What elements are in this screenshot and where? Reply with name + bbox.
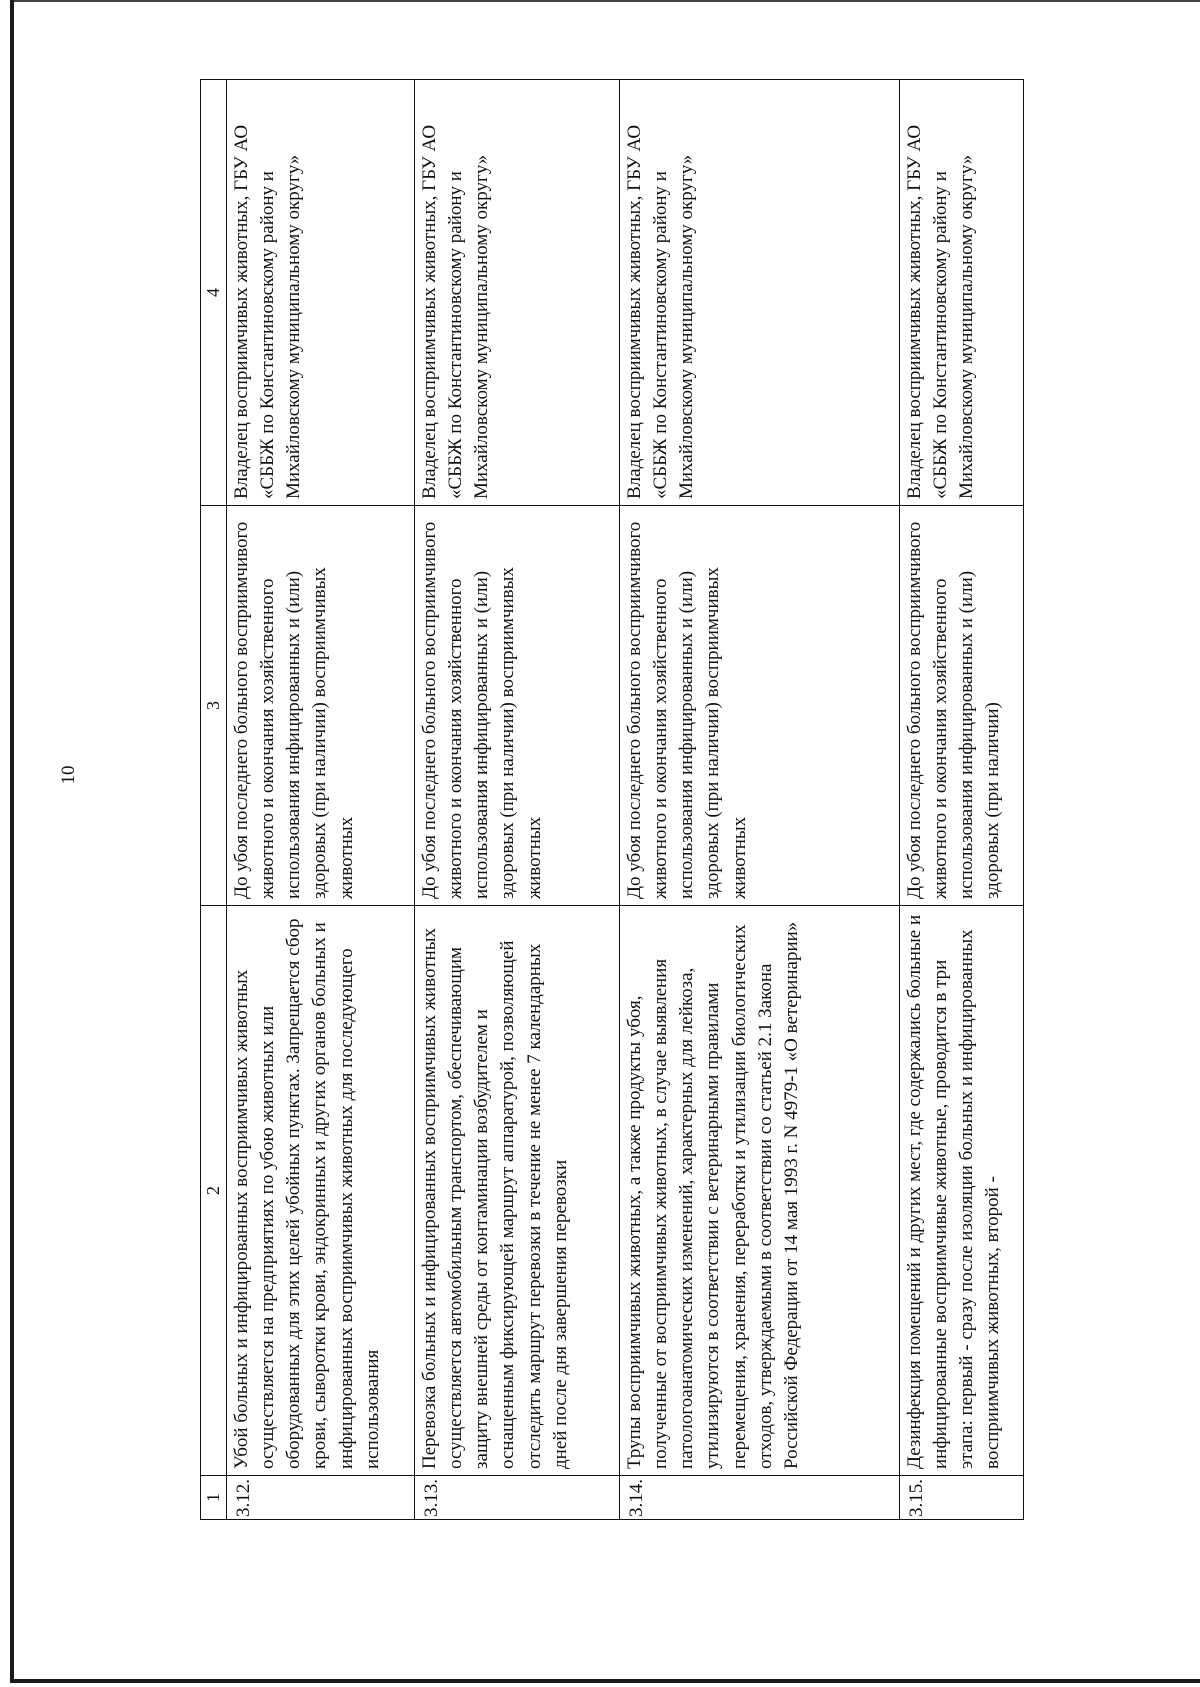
header-col-4: 4	[201, 80, 227, 506]
measures-table	[200, 79, 1024, 1520]
table-row	[414, 80, 619, 1520]
row-term: До убоя последнего больного восприимчивого животного и окончания хозяйственного использования инфицированных и (или) здоровых (при наличии)	[899, 506, 1023, 906]
header-col-3: 3	[201, 506, 227, 906]
header-col-1: 1	[201, 1476, 227, 1520]
row-term: До убоя последнего больного восприимчивого животного и окончания хозяйственного использования инфицированных и (или) здоровых (при наличии) восприимчивых животных	[619, 506, 899, 906]
table-row	[619, 80, 899, 1520]
row-term: До убоя последнего больного восприимчивого животного и окончания хозяйственного использования инфицированных и (или) здоровых (при наличии) восприимчивых животных	[414, 506, 619, 906]
row-responsible: Владелец восприимчивых животных, ГБУ АО «СББЖ по Константиновскому району и Михайловскому муниципальному округу»	[226, 80, 414, 506]
scan-border-left	[10, 0, 14, 1682]
row-measure: Перевозка больных и инфицированных восприимчивых животных осуществляется автомобильным транспортом, обеспечивающим защиту внешней среды от контаминации возбудителем и оснащенным фиксирующей маршрут аппаратурой, позволяющей отследить маршрут перевозки в течение не менее 7 календарных дней после дня завершения перевозки	[414, 906, 619, 1476]
row-responsible: Владелец восприимчивых животных, ГБУ АО «СББЖ по Константиновскому району и Михайловскому муниципальному округу»	[619, 80, 899, 506]
row-number: 3.13.	[414, 1476, 619, 1520]
row-responsible: Владелец восприимчивых животных, ГБУ АО «СББЖ по Константиновскому району и Михайловскому муниципальному округу»	[899, 80, 1023, 506]
scan-border-top	[10, 0, 1200, 2]
page-number: 10	[58, 765, 79, 785]
table-header-row	[201, 80, 227, 1520]
scan-border-bottom	[10, 1679, 1200, 1683]
row-number: 3.14.	[619, 1476, 899, 1520]
table-row	[226, 80, 414, 1520]
row-number: 3.12.	[226, 1476, 414, 1520]
rotated-table-wrapper	[200, 80, 1020, 1520]
row-measure: Трупы восприимчивых животных, а также продукты убоя, полученные от восприимчивых животных, в случае выявления патологоанатомических изменений, характерных для лейкоза, утилизируются в соответствии с ветеринарными правилами перемещения, хранения, переработки и утилизации биологических отходов, утверждаемыми в соответствии со статьей 2.1 Закона Российской Федерации от 14 мая 1993 г. N 4979-1 «О ветеринарии»	[619, 906, 899, 1476]
table-row	[899, 80, 1023, 1520]
row-measure: Убой больных и инфицированных восприимчивых животных осуществляется на предприятиях по убою животных или оборудованных для этих целей убойных пунктах. Запрещается сбор крови, сыворотки крови, эндокринных и других органов больных и инфицированных восприимчивых животных для последующего использования	[226, 906, 414, 1476]
row-number: 3.15.	[899, 1476, 1023, 1520]
row-measure: Дезинфекция помещений и других мест, где содержались больные и инфицированные восприимчивые животные, проводится в три этапа: первый - сразу после изоляции больных и инфицированных восприимчивых животных, второй -	[899, 906, 1023, 1476]
header-col-2: 2	[201, 906, 227, 1476]
row-responsible: Владелец восприимчивых животных, ГБУ АО «СББЖ по Константиновскому району и Михайловскому муниципальному округу»	[414, 80, 619, 506]
row-term: До убоя последнего больного восприимчивого животного и окончания хозяйственного использования инфицированных и (или) здоровых (при наличии) восприимчивых животных	[226, 506, 414, 906]
